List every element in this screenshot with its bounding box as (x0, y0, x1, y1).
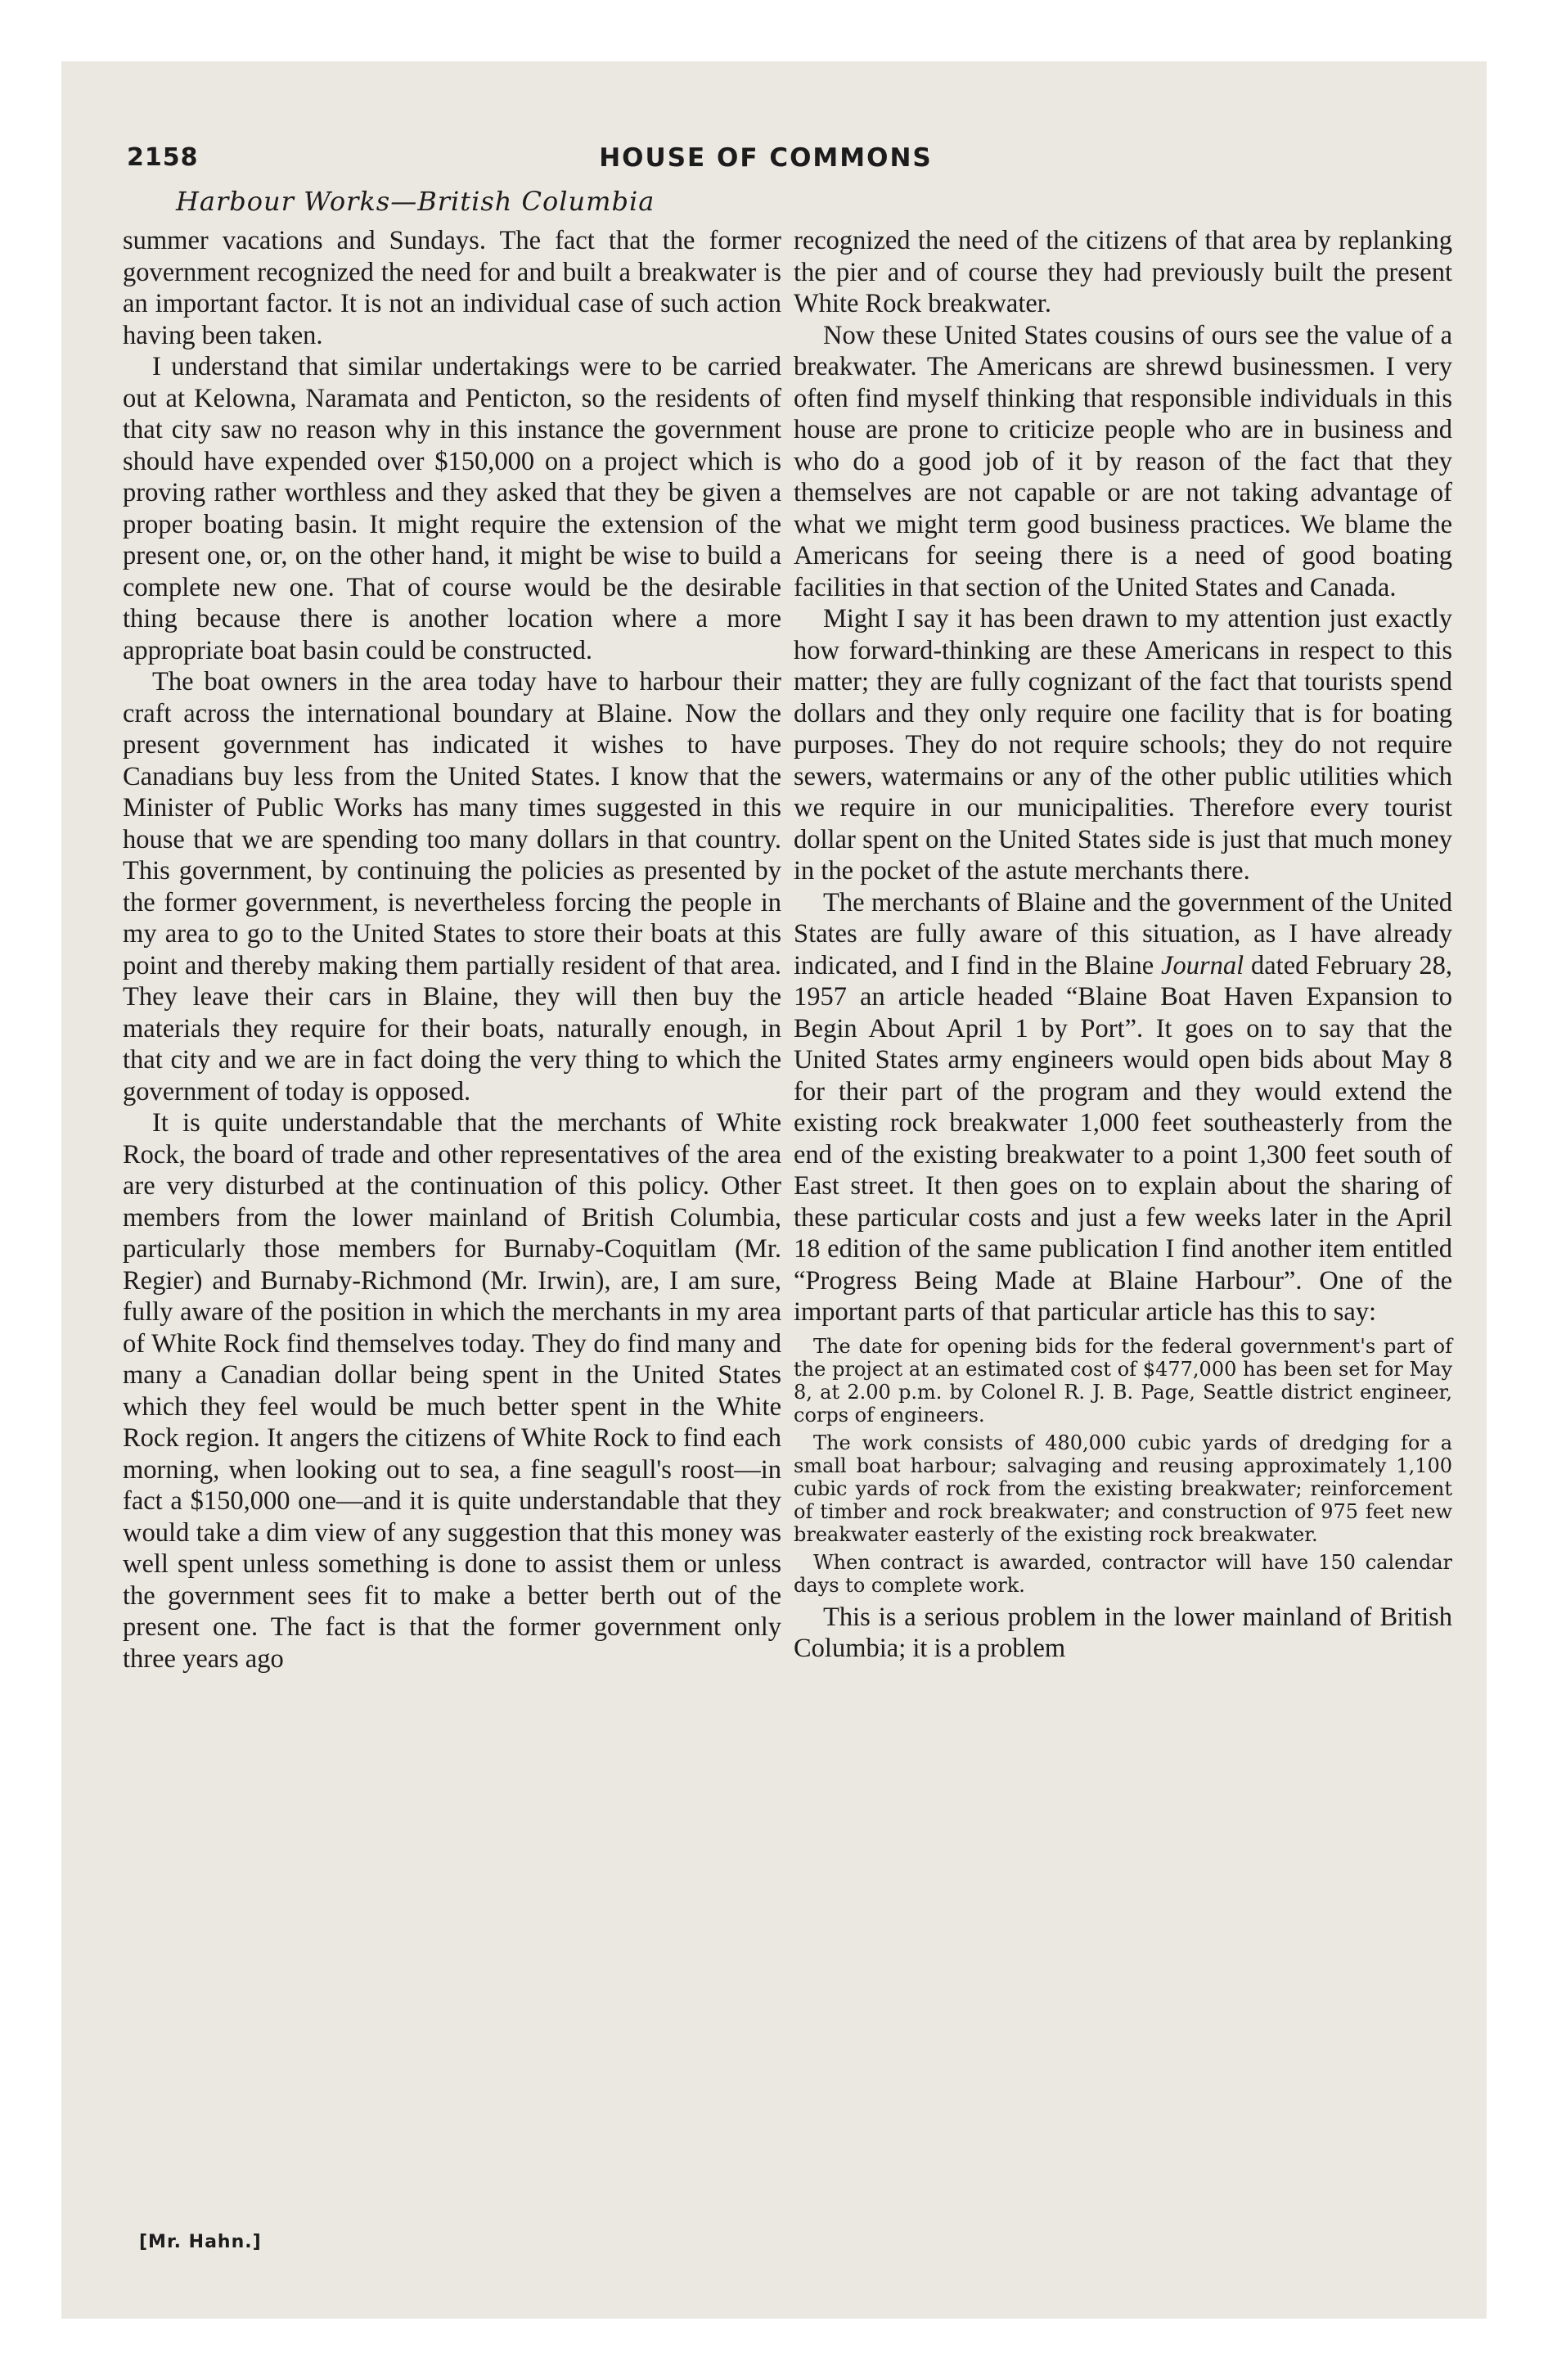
right-paragraph-4 (794, 887, 1452, 1328)
right-paragraph-3: Might I say it has been drawn to my attention just exactly how forward-thinking are these Americans in respect to this matter; they are fully cognizant of the fact that tourists spend dollars and they only require one facility that is for boating purposes. They do not require schools; they do not require sewers, watermains or any of the other public utilities which we require in our municipalities. Therefore every tourist dollar spent on the United States side is just that much money in the pocket of the astute merchants there. (794, 604, 1452, 886)
right-column (794, 225, 1452, 1665)
left-paragraph-1: summer vacations and Sundays. The fact that the former government recognized the need for and built a breakwater is an important factor. It is not an individual case of such action having been taken. (123, 226, 781, 350)
right-paragraph-2: Now these United States cousins of ours see the value of a breakwater. The Americans are shrewd businessmen. I very often find myself thinking that responsible individuals in this house are prone to criticize people who are in business and who do a good job of it by reason of the fact that they themselves are not capable or are not taking advantage of what we might term good business practices. We blame the Americans for seeing there is a need of good boating facilities in that section of the United States and Canada. (794, 320, 1452, 602)
speaker-attribution: [Mr. Hahn.] (139, 2232, 262, 2252)
p4-text-before: The merchants of Blaine and the government of the United States are fully aware of this situation, as I have already indicated, and I find in the Blaine (794, 887, 1452, 980)
left-paragraph-3: The boat owners in the area today have to harbour their craft across the international boundary at Blaine. Now the present government has indicated it wishes to have Canadians buy less from the United States. I know that the Minister of Public Works has many times suggested in this house that we are spending too many dollars in that country. This government, by continuing the policies as presented by the former government, is nevertheless forcing the people in my area to go to the United States to store their boats at this point and thereby making them partially resident of that area. They leave their cars in Blaine, they will then buy the materials they require for their boats, naturally enough, in that city and we are in fact doing the very thing to which the government of today is opposed. (123, 667, 781, 1107)
running-head-title: HOUSE OF COMMONS (599, 143, 933, 173)
quote-paragraph-2: The work consists of 480,000 cubic yards of dredging for a small boat harbour; salvaging and reusing approximately 1,100 cubic yards of rock from the existing breakwater; reinforcement of timber and rock breakwater; and construction of 975 feet new breakwater easterly of the existing rock breakwater. (794, 1431, 1452, 1546)
quoted-article (794, 1335, 1452, 1597)
quote-paragraph-3: When contract is awarded, contractor will have 150 calendar days to complete work. (794, 1550, 1452, 1597)
quote-paragraph-1: The date for opening bids for the federal government's part of the project at an estimated cost of $477,000 has been set for May 8, at 2.00 p.m. by Colonel R. J. B. Page, Seattle district engineer, corps of engineers. (794, 1334, 1452, 1427)
journal-title: Journal (1161, 950, 1244, 980)
hansard-page (61, 61, 1487, 2319)
left-column (123, 225, 781, 1675)
page-number: 2158 (127, 143, 199, 172)
right-paragraph-5: This is a serious problem in the lower mainland of British Columbia; it is a problem (794, 1602, 1452, 1663)
p4-text-after: dated February 28, 1957 an article headed “Blaine Boat Haven Expansion to Begin About April 1 by Port”. It goes on to say that the United States army engineers would open bids about May 8 for their part of the program and they would extend the existing rock breakwater 1,000 feet southeasterly from the end of the existing breakwater to a point 1,300 feet south of East street. It then goes on to explain about the sharing of these particular costs and just a few weeks later in the April 18 edition of the same publication I find another item entitled “Progress Being Made at Blaine Harbour”. One of the important parts of that particular article has this to say: (794, 950, 1452, 1327)
page-header (127, 143, 1405, 181)
left-paragraph-4: It is quite understandable that the merchants of White Rock, the board of trade and other representatives of the area are very disturbed at the continuation of this policy. Other members from the lower mainland of British Columbia, particularly those members for Burnaby-Coquitlam (Mr. Regier) and Burnaby-Richmond (Mr. Irwin), are, I am sure, fully aware of the position in which the merchants in my area of White Rock find themselves today. They do find many and many a Canadian dollar being spent in the United States which they feel would be much better spent in the White Rock region. It angers the citizens of White Rock to find each morning, when looking out to sea, a fine seagull's roost—in fact a $150,000 one—and it is quite understandable that they would take a dim view of any suggestion that this money was well spent unless something is done to assist them or unless the government sees fit to make a better berth out of the present one. The fact is that the former government only three years ago (123, 1108, 781, 1674)
section-subject: Harbour Works—British Columbia (176, 186, 655, 217)
right-paragraph-1: recognized the need of the citizens of that area by replanking the pier and of course they had previously built the present White Rock breakwater. (794, 226, 1452, 318)
left-paragraph-2: I understand that similar undertakings were to be carried out at Kelowna, Naramata and Penticton, so the residents of that city saw no reason why in this instance the government should have expended over $150,000 on a project which is proving rather worthless and they asked that they be given a proper boating basin. It might require the extension of the present one, or, on the other hand, it might be wise to build a complete new one. That of course would be the desirable thing because there is another location where a more appropriate boat basin could be constructed. (123, 352, 781, 665)
